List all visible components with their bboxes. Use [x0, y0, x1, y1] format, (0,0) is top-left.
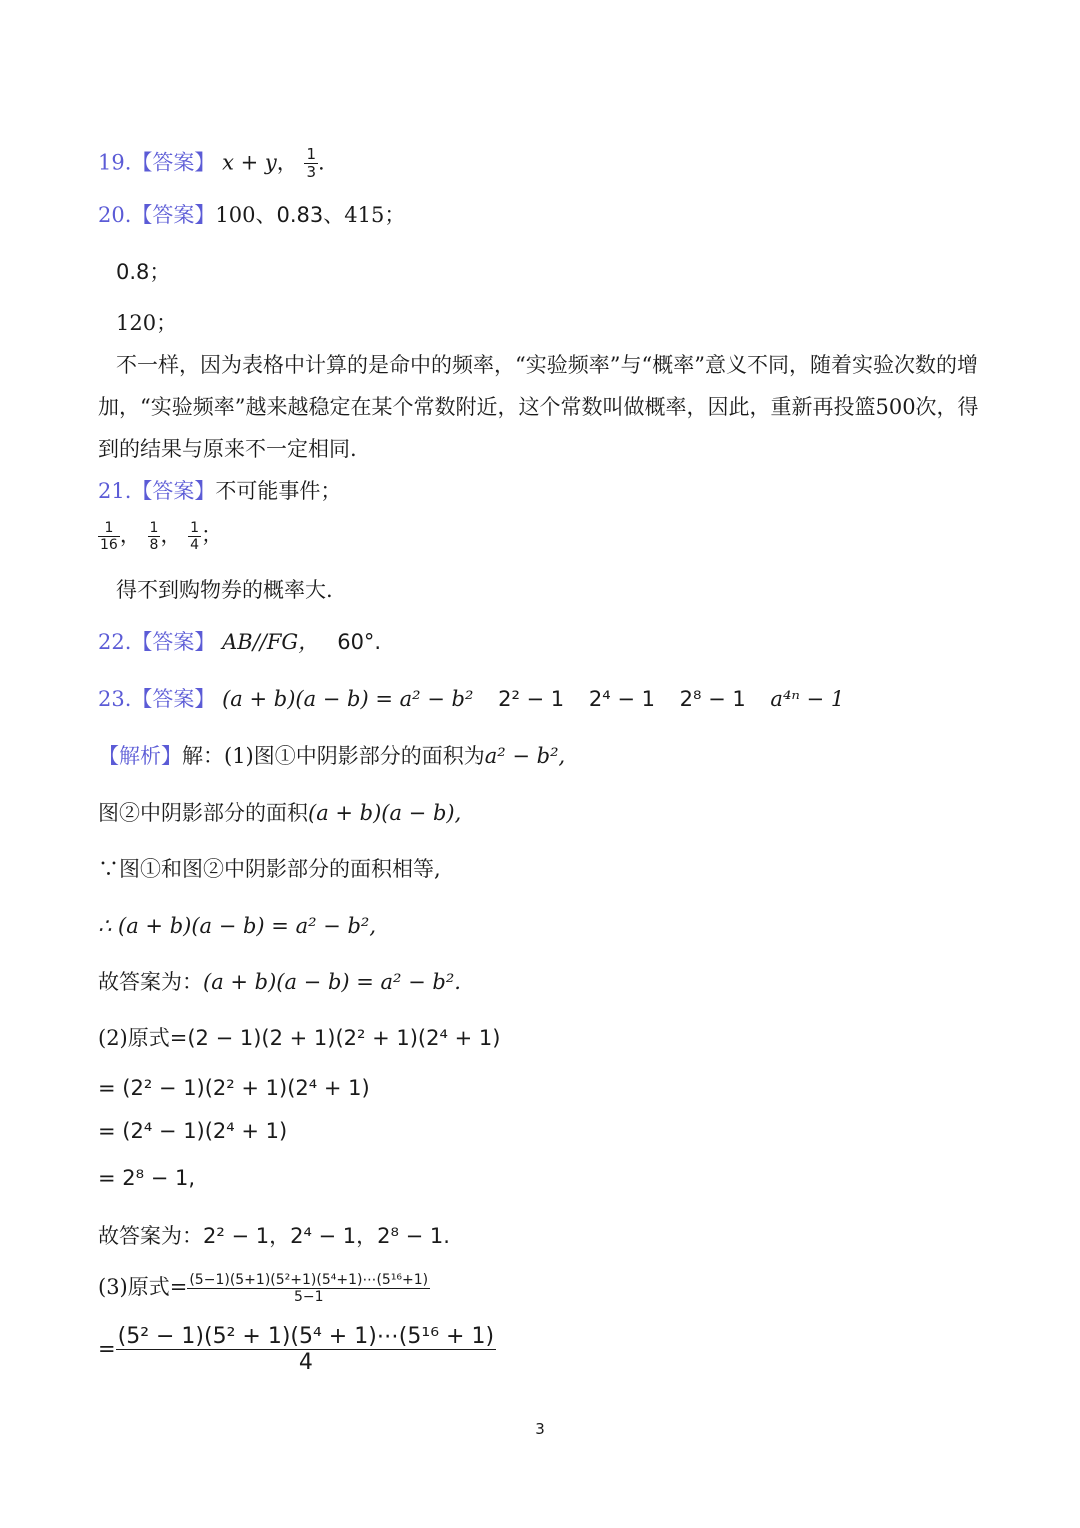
- answer-22: 22.【答案】 AB//FG， 60°.: [98, 630, 382, 654]
- analysis-line-6: (2)原式=(2 − 1)(2 + 1)(2² + 1)(2⁴ + 1): [98, 1026, 501, 1050]
- math-expression: (a + b)(a − b) = a² − b²: [222, 687, 474, 711]
- answer-tag: 【答案】: [131, 150, 216, 175]
- fraction: $\frac{1}{4}$: [190, 520, 200, 554]
- analysis-line-3: ∵图①和图②中阴影部分的面积相等,: [98, 857, 441, 881]
- answer-21-line-3: 得不到购物券的概率大.: [116, 578, 333, 602]
- answer-20-paragraph: 不一样，因为表格中计算的是命中的频率，“实验频率”与“概率”意义不同，随着实验次数的增加，“实验频率”越来越稳定在某个常数附近，这个常数叫做概率，因此，重新再投篮500次，得到的结果与原来不一定相同.: [98, 353, 979, 461]
- answer-tag: 【答案】: [131, 203, 216, 227]
- analysis-line-12: = $\frac{\text{(5² − 1)(5² + 1)(5⁴ + 1)⋯(5¹⁶ + 1)}}{4}$: [98, 1324, 495, 1376]
- fraction: $\frac{1}{3}$: [306, 145, 316, 182]
- fraction: $\frac{1}{16}$: [100, 520, 118, 554]
- question-number: 22.: [98, 630, 132, 654]
- question-number: 19.: [98, 150, 132, 175]
- fraction: $\frac{\text{(5−1)(5+1)(5²+1)(5⁴+1)⋯(5¹⁶+1)}}{5-1}$: [189, 1272, 429, 1306]
- page-number: 3: [535, 1420, 545, 1438]
- answer-tag: 【答案】: [131, 479, 216, 503]
- math-expression: AB//FG，: [222, 630, 320, 654]
- answer-tag: 【答案】: [131, 630, 216, 654]
- answer-tag: 【答案】: [131, 687, 216, 711]
- analysis-line-4: ∴ (a + b)(a − b) = a² − b²,: [98, 914, 376, 938]
- answer-21-fractions: $\frac{1}{16}$ ， $\frac{1}{8}$ ， $\frac{1}{4}$ ；: [100, 520, 223, 554]
- analysis-line-2: 图②中阴影部分的面积(a + b)(a − b),: [98, 801, 462, 825]
- question-number: 21.: [98, 479, 132, 503]
- answer-20-line-3: 120；: [116, 311, 178, 335]
- analysis-line-8: = (2⁴ − 1)(2⁴ + 1): [98, 1119, 288, 1143]
- math-expression: x + y: [222, 150, 277, 175]
- analysis-line-1: 【解析】解：(1)图①中阴影部分的面积为a² − b²,: [98, 744, 566, 768]
- analysis-tag: 【解析】: [98, 744, 182, 768]
- analysis-line-11: (3)原式= $\frac{\text{(5−1)(5+1)(5²+1)(5⁴+1)⋯(5¹⁶+1)}}{5-1}$: [98, 1272, 429, 1306]
- analysis-line-5: 故答案为：(a + b)(a − b) = a² − b².: [98, 970, 461, 994]
- question-number: 23.: [98, 687, 132, 711]
- answer-19: 19.【答案】 x + y， $\frac{1}{3}$ .: [98, 145, 325, 182]
- answer-20-line-2: 0.8；: [116, 260, 171, 284]
- fraction: $\frac{1}{8}$: [149, 520, 159, 554]
- analysis-line-9: = 2⁸ − 1,: [98, 1166, 196, 1190]
- question-number: 20.: [98, 203, 132, 227]
- fraction: $\frac{\text{(5² − 1)(5² + 1)(5⁴ + 1)⋯(5¹⁶ + 1)}}{4}$: [117, 1324, 495, 1376]
- answer-23: 23.【答案】 (a + b)(a − b) = a² − b² 2² − 1 2⁴ − 1 2⁸ − 1 a⁴ⁿ − 1: [98, 687, 845, 711]
- answer-20: 20.【答案】100、0.83、415；: [98, 203, 406, 227]
- analysis-line-7: = (2² − 1)(2² + 1)(2⁴ + 1): [98, 1076, 370, 1100]
- answer-21: 21.【答案】不可能事件；: [98, 479, 342, 503]
- analysis-line-10: 故答案为：2² − 1，2⁴ − 1，2⁸ − 1.: [98, 1224, 450, 1248]
